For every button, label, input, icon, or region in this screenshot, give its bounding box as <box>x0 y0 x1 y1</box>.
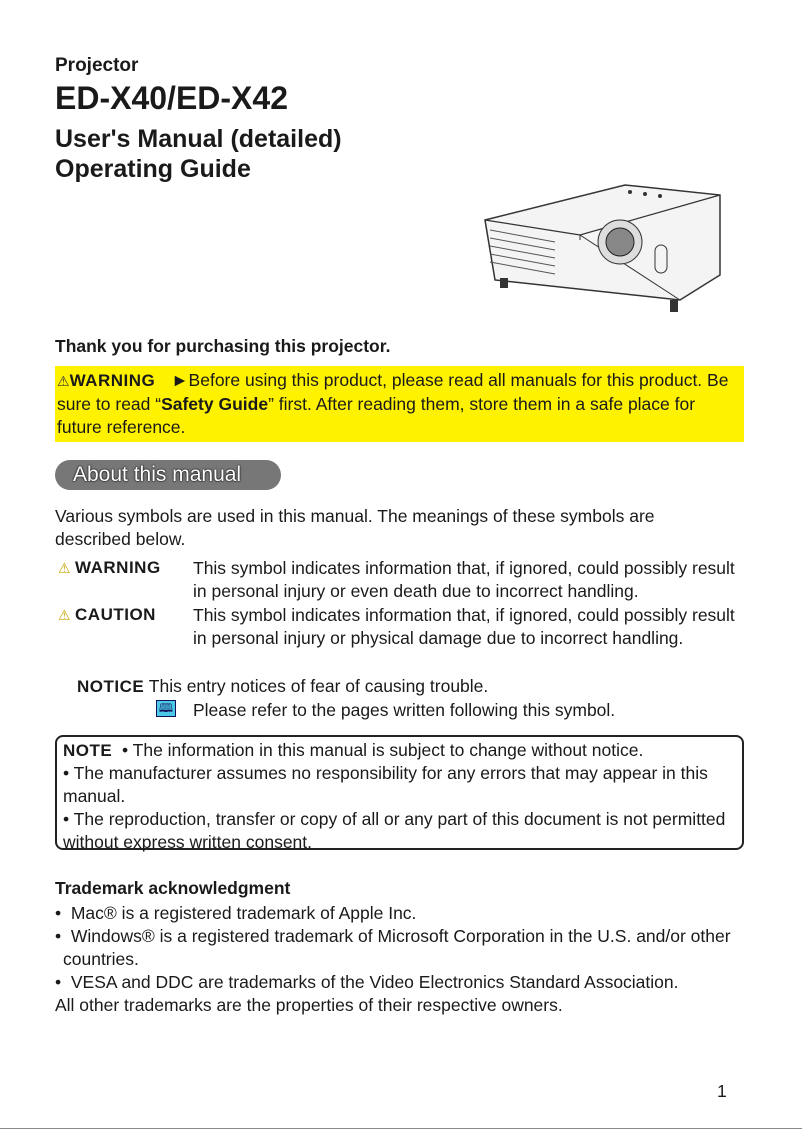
symbol-description: This entry notices of fear of causing trouble. <box>148 676 489 696</box>
trademark-item: Windows® is a registered trademark of Microsoft Corporation in the U.S. and/or other countries. <box>63 926 731 969</box>
symbol-label: WARNING <box>75 558 161 577</box>
warning-box <box>55 366 744 442</box>
category-label: Projector <box>55 55 139 76</box>
note-label: NOTE <box>63 741 113 760</box>
symbol-notice <box>77 675 488 698</box>
book-icon: 🕮 <box>156 700 176 717</box>
symbol-description: This symbol indicates information that, if ignored, could possibly result in personal injury or physical damage due to incorrect handling. <box>193 605 735 648</box>
trademark-heading: Trademark acknowledgment <box>55 878 291 898</box>
note-item: • The manufacturer assumes no responsibility for any errors that may appear in this manual. <box>63 763 708 806</box>
warning-triangle-icon: ⚠ <box>57 373 70 389</box>
model-title: ED-X40/ED-X42 <box>55 80 288 116</box>
thank-you-text: Thank you for purchasing this projector. <box>55 336 391 356</box>
symbol-description: This symbol indicates information that, if ignored, could possibly result in personal injury or even death due to incorrect handling. <box>193 558 735 601</box>
symbol-label: CAUTION <box>75 605 156 624</box>
warning-label: WARNING <box>69 371 156 390</box>
trademark-list: • Mac® is a registered trademark of Apple Inc. • Windows® is a registered trademark of Microsoft Corporation in the U.S. and/or other countries. • VESA and DDC are trademarks of the Video Electronics Standard Association. <box>55 903 731 992</box>
note-item: • The reproduction, transfer or copy of all or any part of this document is not permitted without express written consent. <box>63 809 726 852</box>
page-number: 1 <box>717 1081 727 1101</box>
page-edge <box>0 1128 802 1129</box>
warning-text: ►Before using this product, please read all manuals for this product. Be sure to read “ <box>57 370 729 414</box>
trademark-footer: All other trademarks are the properties of their respective owners. <box>55 995 563 1015</box>
symbol-description: Please refer to the pages written following this symbol. <box>193 700 616 720</box>
manual-title: User's Manual (detailed) <box>55 125 342 153</box>
symbol-warning <box>58 558 161 578</box>
note-item: • The information in this manual is subject to change without notice. <box>121 740 644 760</box>
symbol-caution <box>58 605 156 625</box>
intro-text: Various symbols are used in this manual. The meanings of these symbols are described below. <box>55 506 655 549</box>
caution-triangle-icon: ⚠ <box>58 607 71 623</box>
trademark-item: VESA and DDC are trademarks of the Video Electronics Standard Association. <box>70 972 679 992</box>
symbol-label: NOTICE <box>77 677 145 696</box>
guide-title: Operating Guide <box>55 155 251 183</box>
note-box <box>55 735 744 850</box>
warning-text-end: ” first. After reading them, store them in a safe place for future reference. <box>57 394 696 437</box>
section-title: About this manual <box>55 460 281 490</box>
trademark-item: Mac® is a registered trademark of Apple Inc. <box>70 903 417 923</box>
safety-guide-ref: Safety Guide <box>161 394 269 414</box>
warning-triangle-icon: ⚠ <box>58 560 71 576</box>
projector-image <box>475 180 730 320</box>
